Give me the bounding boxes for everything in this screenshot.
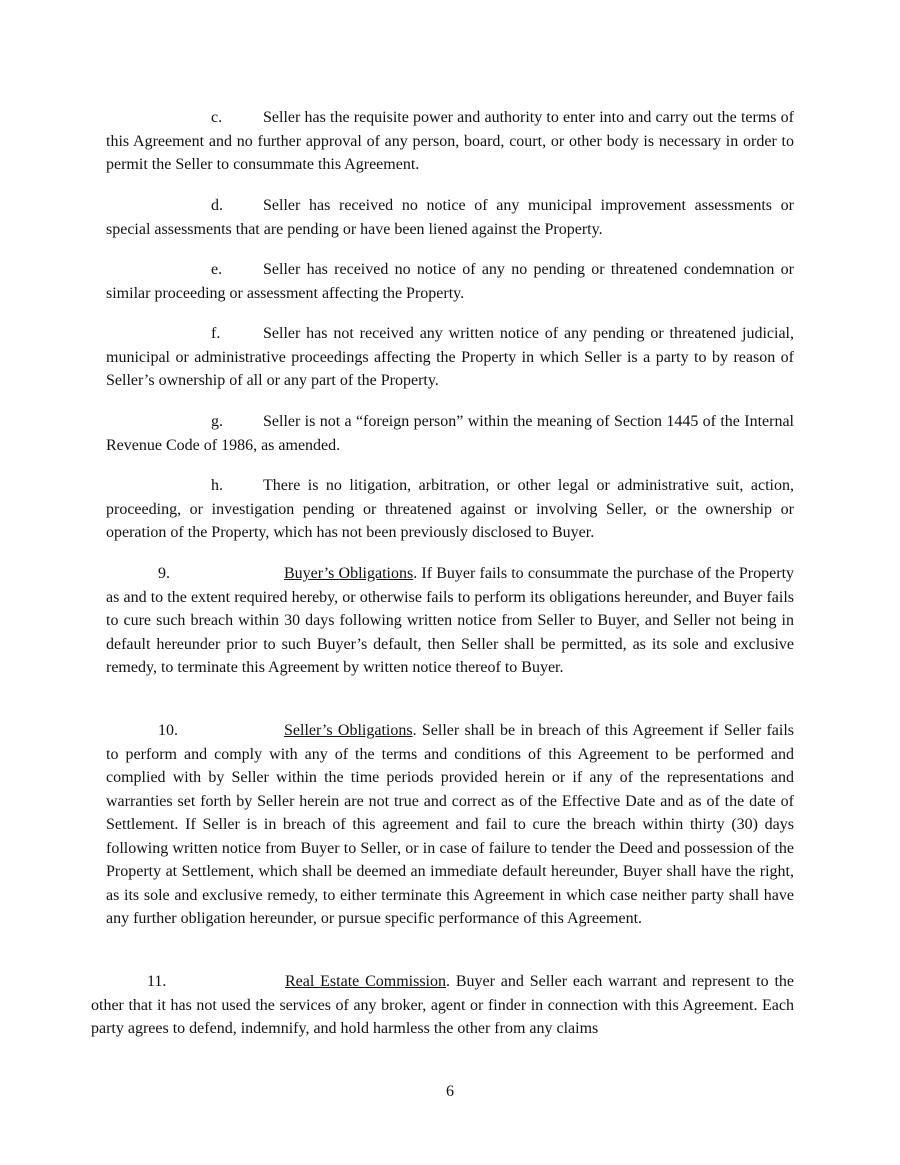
section-marker: 10. [158,722,178,739]
section-c [106,106,794,177]
section-marker: g. [211,413,223,430]
section-text: Seller has received no notice of any municipal improvement assessments or special assessments that are pending or have been liened against the Property. [106,197,794,238]
section-d [106,194,794,241]
section-text: . Seller shall be in breach of this Agreement if Seller fails to perform and comply with any of the terms and conditions of this Agreement to be performed and complied with by Seller within the time periods provided herein or if any of the representations and warranties set forth by Seller herein are not true and correct as of the Effective Date and as of the date of Settlement. If Seller is in breach of this agreement and fail to cure the breach within thirty (30) days following written notice from Buyer to Seller, or in case of failure to tender the Deed and possession of the Property at Settlement, which shall be deemed an immediate default hereunder, Buyer shall have the right, as its sole and exclusive remedy, to either terminate this Agreement in which case neither party shall have any further obligation hereunder, or pursue specific performance of this Agreement. [106,722,794,927]
section-marker: e. [211,261,223,278]
section-text: There is no litigation, arbitration, or other legal or administrative suit, action, proceeding, or investigation pending or threatened against or involving Seller, or the ownership or operation of the Property, which has not been previously disclosed to Buyer. [106,477,794,541]
section-10 [106,719,794,931]
section-h [106,474,794,545]
section-heading: Buyer’s Obligations [284,565,414,582]
section-g [106,410,794,457]
section-marker: h. [211,477,223,494]
section-marker: 11. [147,973,167,990]
section-text: Seller has the requisite power and authority to enter into and carry out the terms of this Agreement and no further approval of any person, board, court, or other body is necessary in order to permit the Seller to consummate this Agreement. [106,109,794,173]
section-marker: 9. [158,565,170,582]
section-e [106,258,794,305]
section-f [106,322,794,393]
section-heading: Seller’s Obligations [284,722,413,739]
section-marker: f. [211,325,221,342]
page-number: 6 [446,1083,454,1100]
section-text: . Buyer and Seller each warrant and represent to the other that it has not used the services of any broker, agent or finder in connection with this Agreement. Each party agrees to defend, indemnify, and hold harmless the other from any claims [91,973,794,1037]
section-text: Seller has received no notice of any no pending or threatened condemnation or similar proceeding or assessment affecting the Property. [106,261,794,302]
section-11 [91,970,794,1041]
section-9 [106,562,794,680]
section-heading: Real Estate Commission [285,973,447,990]
section-marker: d. [211,197,223,214]
section-text: . If Buyer fails to consummate the purchase of the Property as and to the extent required hereby, or otherwise fails to perform its obligations hereunder, and Buyer fails to cure such breach within 30 days following written notice from Seller to Buyer, and Seller not being in default hereunder prior to such Buyer’s default, then Seller shall be permitted, as its sole and exclusive remedy, to terminate this Agreement by written notice thereof to Buyer. [106,565,795,676]
section-text: Seller is not a “foreign person” within the meaning of Section 1445 of the Internal Revenue Code of 1986, as amended. [106,413,794,454]
section-marker: c. [211,109,223,126]
section-text: Seller has not received any written notice of any pending or threatened judicial, municipal or administrative proceedings affecting the Property in which Seller is a party to by reason of Seller’s ownership of all or any part of the Property. [106,325,794,389]
